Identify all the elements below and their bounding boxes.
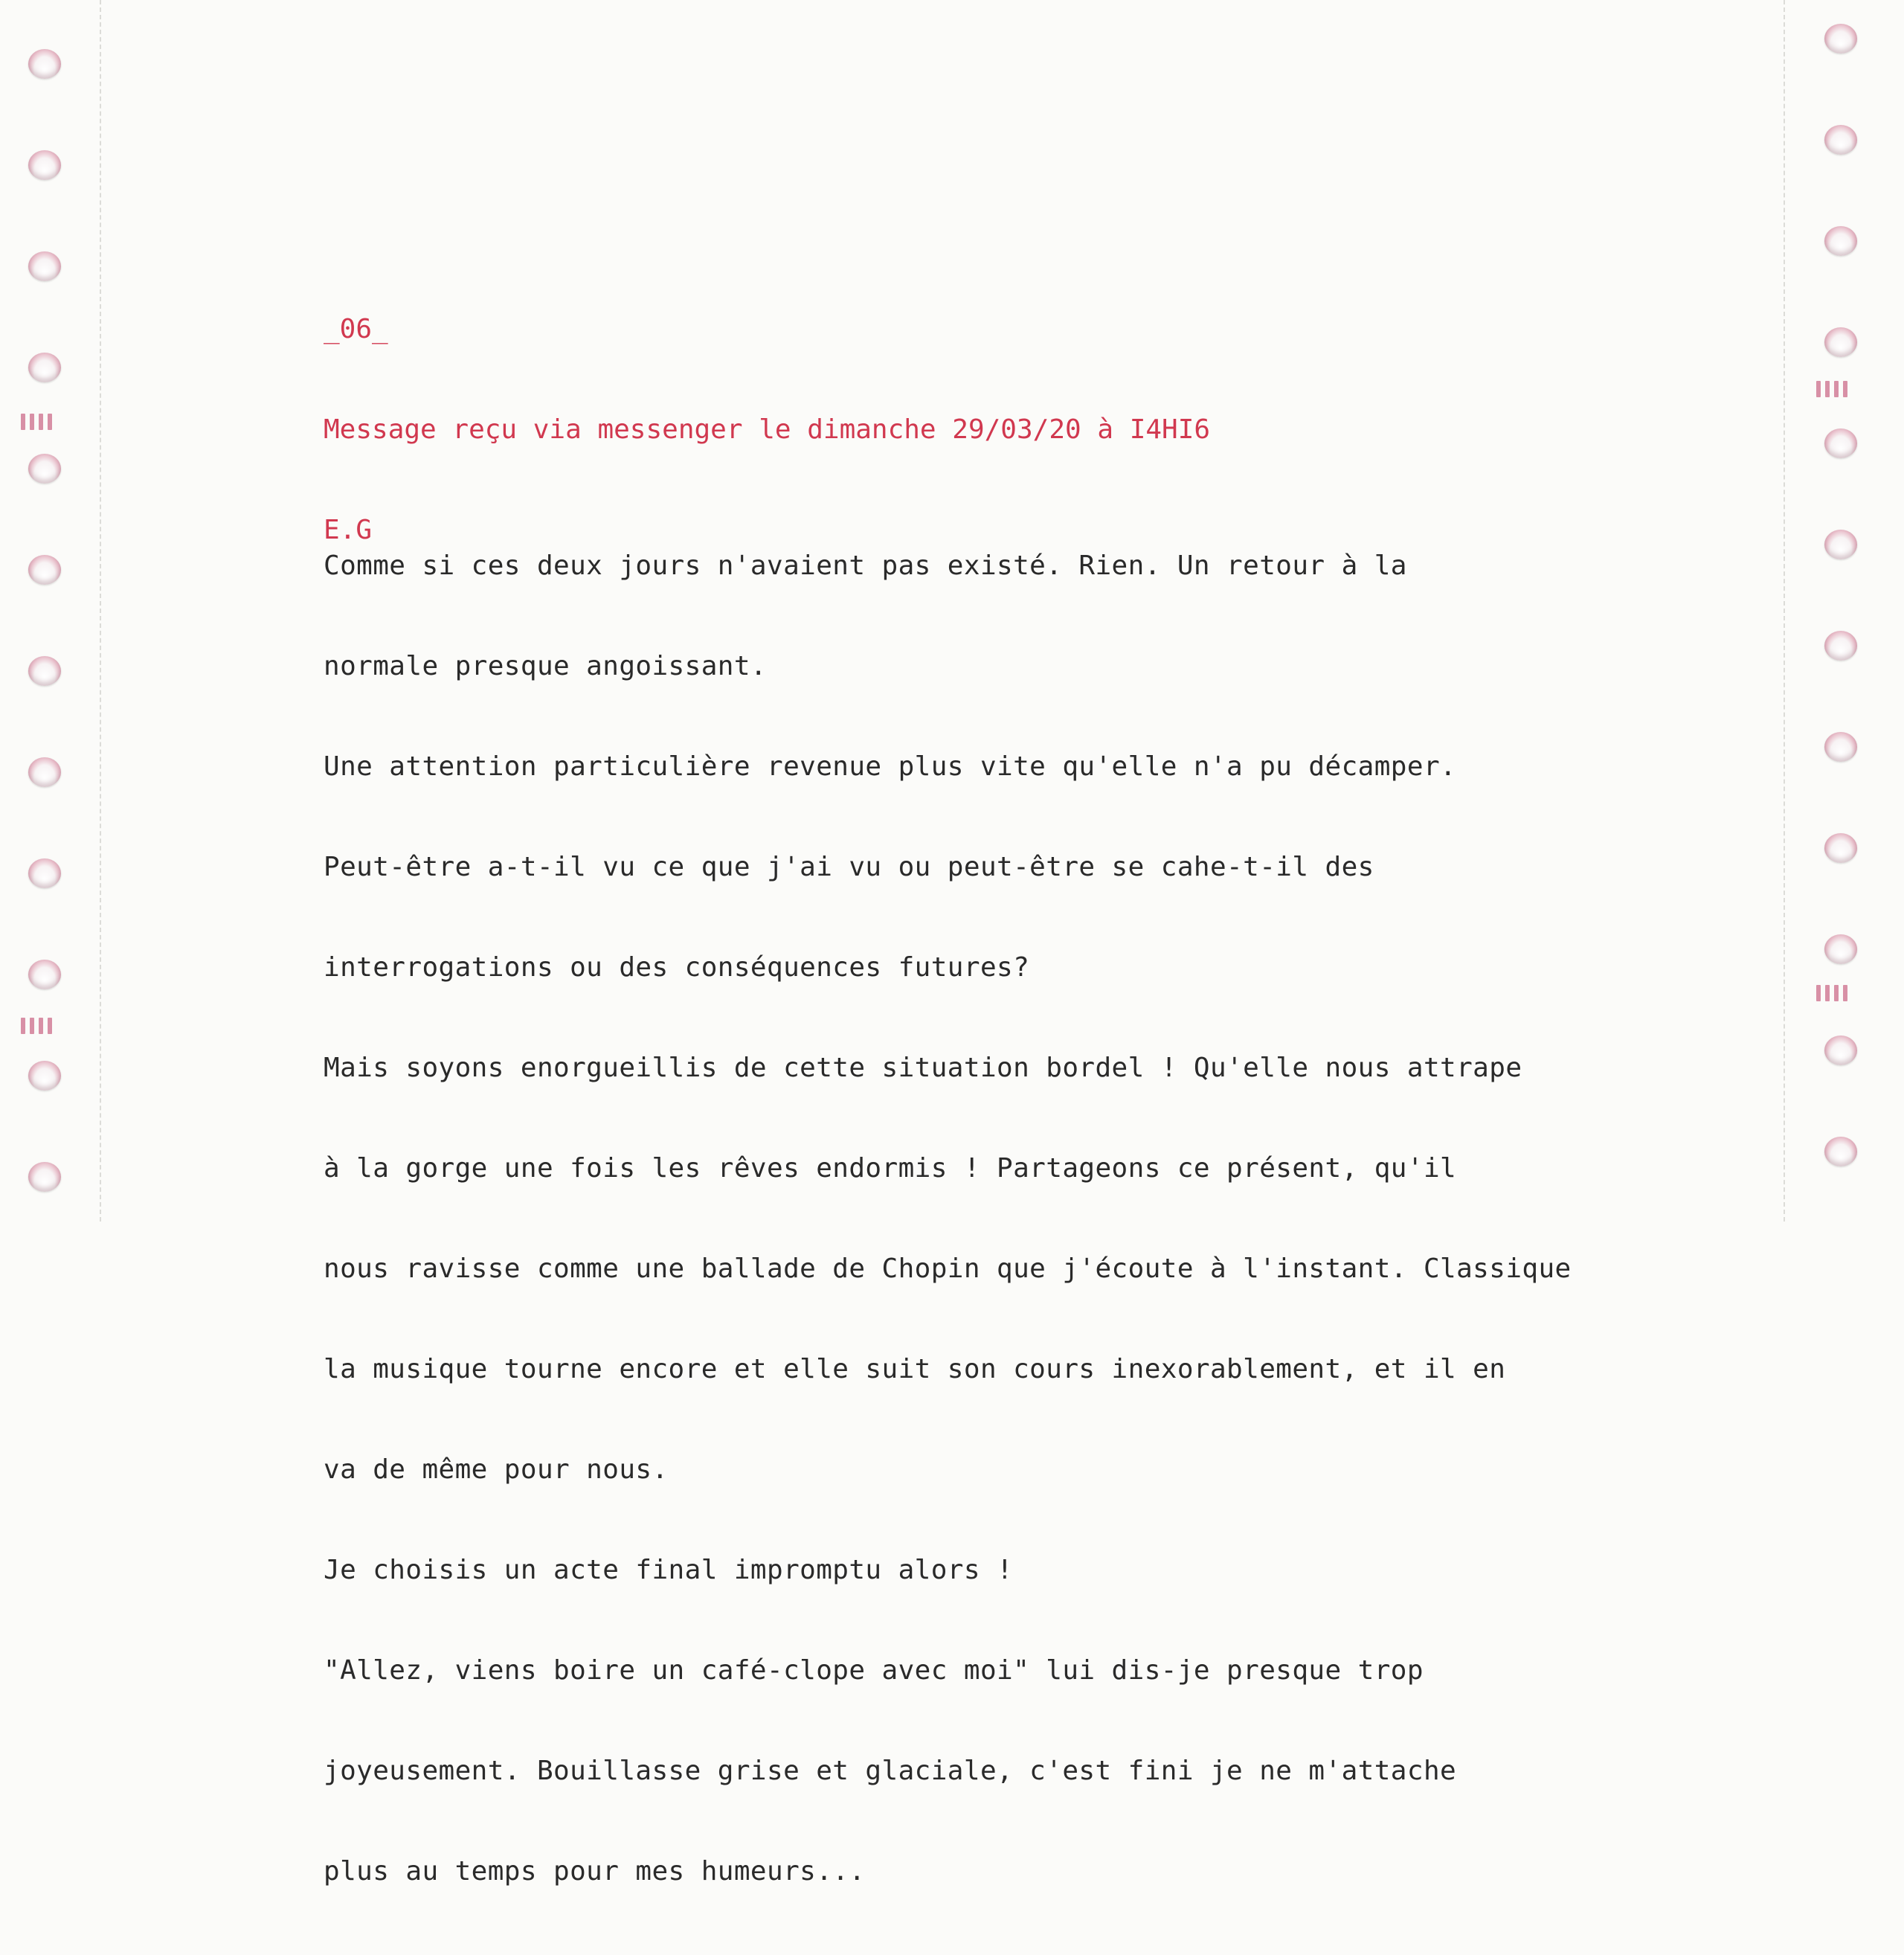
feed-hole — [1824, 226, 1857, 256]
perforation-marks — [21, 1018, 52, 1034]
feed-hole — [1824, 934, 1857, 964]
body-line: plus au temps pour mes humeurs... — [324, 1856, 866, 1887]
message-body — [324, 482, 1572, 1955]
received-timestamp-line: Message reçu via messenger le dimanche 29/03/20 à I4HI6 — [324, 414, 1211, 445]
feed-hole — [1824, 1036, 1857, 1065]
body-line: normale presque angoissant. — [324, 651, 767, 681]
feed-hole — [1824, 631, 1857, 661]
feed-hole — [1824, 732, 1857, 762]
feed-hole — [28, 656, 61, 686]
left-tractor-feed-strip — [0, 0, 100, 1222]
left-perforation-line — [100, 0, 101, 1222]
feed-hole — [28, 150, 61, 180]
feed-hole — [28, 858, 61, 888]
body-line: Peut-être a-t-il vu ce que j'ai vu ou peut-être se cahe-t-il des — [324, 852, 1374, 882]
body-line: Je choisis un acte final impromptu alors ! — [324, 1555, 1014, 1585]
right-tractor-feed-strip — [1784, 0, 1904, 1222]
feed-hole — [1824, 833, 1857, 863]
feed-hole — [28, 1061, 61, 1091]
feed-hole — [1824, 24, 1857, 54]
body-line: "Allez, viens boire un café-clope avec moi" lui dis-je presque trop — [324, 1655, 1424, 1686]
feed-hole — [28, 353, 61, 382]
body-line: Mais soyons enorgueillis de cette situation bordel ! Qu'elle nous attrape — [324, 1053, 1522, 1083]
body-line: à la gorge une fois les rêves endormis ! Partageons ce présent, qu'il — [324, 1153, 1457, 1184]
feed-hole — [28, 555, 61, 585]
feed-hole — [1824, 428, 1857, 458]
feed-hole — [1824, 125, 1857, 155]
body-line: Une attention particulière revenue plus vite qu'elle n'a pu décamper. — [324, 751, 1457, 782]
feed-hole — [1824, 1137, 1857, 1166]
feed-hole — [28, 251, 61, 281]
sender-initials: E.G — [324, 515, 373, 545]
feed-hole — [28, 960, 61, 989]
feed-hole — [28, 49, 61, 79]
feed-hole — [28, 454, 61, 484]
body-line: interrogations ou des conséquences futures? — [324, 952, 1030, 983]
feed-hole — [28, 757, 61, 787]
perforation-marks — [21, 414, 52, 430]
entry-number: _06_ — [324, 314, 388, 344]
perforation-marks — [1816, 985, 1847, 1001]
feed-hole — [28, 1162, 61, 1192]
body-line: joyeusement. Bouillasse grise et glaciale, c'est fini je ne m'attache — [324, 1756, 1457, 1786]
body-line: nous ravisse comme une ballade de Chopin que j'écoute à l'instant. Classique — [324, 1253, 1572, 1284]
feed-hole — [1824, 327, 1857, 357]
perforation-marks — [1816, 381, 1847, 397]
body-line: la musique tourne encore et elle suit son cours inexorablement, et il en — [324, 1354, 1506, 1384]
feed-hole — [1824, 530, 1857, 559]
body-line: Comme si ces deux jours n'avaient pas existé. Rien. Un retour à la — [324, 550, 1407, 581]
body-line: va de même pour nous. — [324, 1454, 669, 1485]
